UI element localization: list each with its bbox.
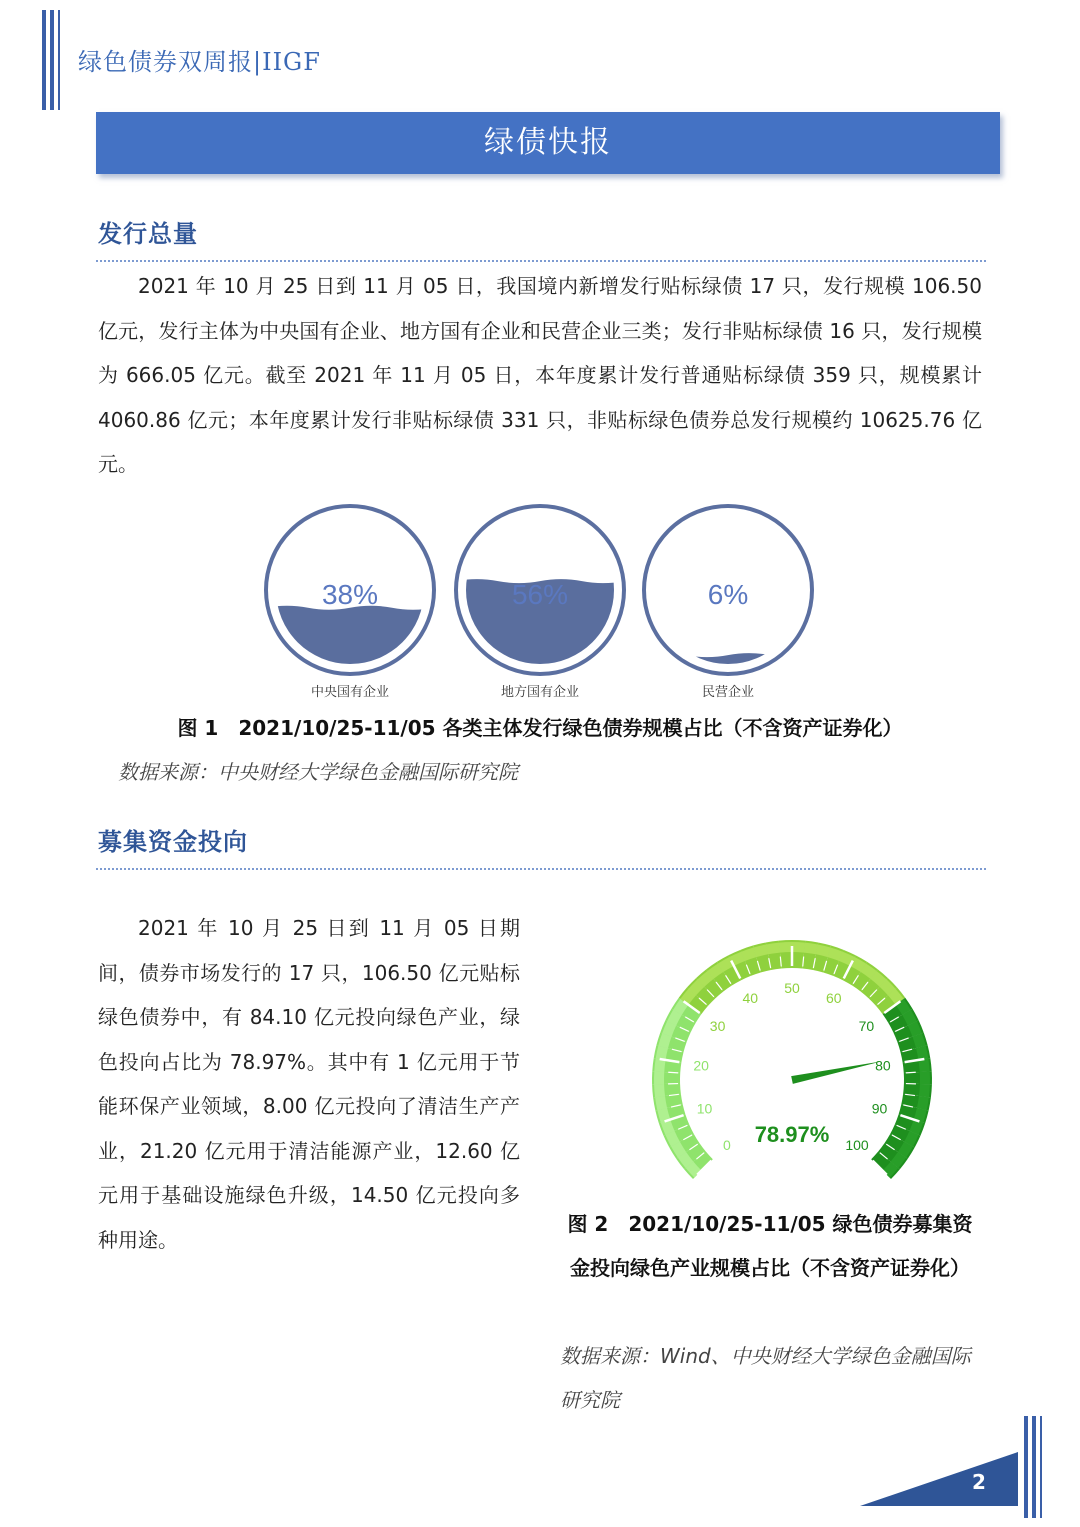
- figure1-orb-chart: [250, 500, 830, 710]
- orb-category-label: 地方国有企业: [500, 684, 580, 699]
- section-divider: [96, 868, 986, 870]
- gauge-tick-label: 50: [784, 980, 800, 996]
- figure1-source: 数据来源：中央财经大学绿色金融国际研究院: [118, 760, 518, 784]
- banner-title: 绿债快报: [484, 125, 612, 160]
- gauge-tick-label: 30: [709, 1017, 726, 1034]
- section1-paragraph: [98, 264, 982, 487]
- gauge-value-label: 78.97%: [754, 1122, 830, 1147]
- gauge-tick-label: 100: [845, 1137, 869, 1154]
- orb-category-label: 中央国有企业: [310, 684, 390, 699]
- header-decoration-bars: [42, 10, 64, 110]
- header-title: 绿色债券双周报|IIGF: [78, 48, 321, 76]
- gauge-tick-label: 60: [825, 990, 842, 1007]
- section-title-fund-use: 募集资金投向: [98, 828, 248, 856]
- gauge-tick-label: 70: [858, 1017, 875, 1034]
- section-title-issuance: 发行总量: [98, 220, 198, 248]
- figure2-source: 数据来源：Wind、中央财经大学绿色金融国际研究院: [560, 1344, 971, 1412]
- gauge-tick-label: 40: [742, 990, 759, 1007]
- banner: [96, 112, 1000, 174]
- section1-text: 2021 年 10 月 25 日到 11 月 05 日，我国境内新增发行贴标绿债 17 只，发行规模 106.50 亿元，发行主体为中央国有企业、地方国有企业和民营企业三类；发行非贴标绿债 16 只，发行规模为 666.05 亿元。截至 2021 年 11 月 05 日，本年度累计发行普通贴标绿债 359 只，规模累计 4060.86 亿元；本年度累计发行非贴标绿债 331 只，非贴标绿色债券总发行规模约 10625.76 亿元。: [98, 274, 982, 476]
- gauge-tick-label: 0: [723, 1137, 731, 1154]
- footer-decoration-bars: [1024, 1416, 1044, 1518]
- footer-triangle: [860, 1452, 1020, 1508]
- gauge-tick: [668, 1072, 678, 1073]
- figure1-caption: 图 1 2021/10/25-11/05 各类主体发行绿色债券规模占比（不含资产证券化）: [177, 716, 903, 740]
- gauge-needle: [791, 1061, 882, 1084]
- section2-text: 2021 年 10 月 25 日到 11 月 05 日期间，债券市场发行的 17 只，106.50 亿元贴标绿色债券中，有 84.10 亿元投向绿色产业，绿色投向占比为 78.97%。其中有 1 亿元用于节能环保产业领域，8.00 亿元投向了清洁生产产业，21.20 亿元用于清洁能源产业，12.60 亿元用于基础设施绿色升级，14.50 亿元投向多种用途。: [98, 916, 520, 1252]
- page-number: 2: [972, 1470, 986, 1494]
- figure2-gauge-chart: [640, 930, 950, 1190]
- gauge-tick: [906, 1072, 916, 1073]
- orb-value-label: 56%: [511, 579, 569, 610]
- section2-paragraph: [98, 906, 520, 1262]
- gauge-tick-label: 80: [875, 1057, 891, 1074]
- orb-value-label: 38%: [321, 579, 379, 610]
- orb-category-label: 民营企业: [701, 684, 755, 699]
- gauge-tick-label: 90: [871, 1100, 888, 1117]
- orb-value-label: 6%: [707, 579, 749, 610]
- gauge-tick-label: 20: [693, 1057, 709, 1074]
- section-divider: [96, 260, 986, 262]
- figure2-caption: 图 2 2021/10/25-11/05 绿色债券募集资金投向绿色产业规模占比（不含资产证券化）: [567, 1212, 973, 1280]
- gauge-tick-label: 10: [696, 1100, 713, 1117]
